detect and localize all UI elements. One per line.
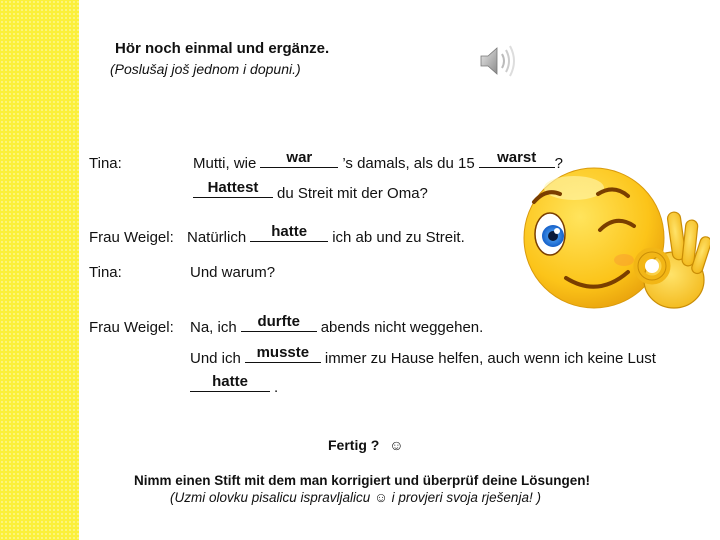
answer-word: warst xyxy=(497,149,537,166)
speaker-label: Tina: xyxy=(89,155,122,172)
answer-word: war xyxy=(286,149,313,166)
instruction-translation xyxy=(170,490,541,505)
answer-blank xyxy=(241,314,317,332)
line-text: ? xyxy=(554,155,564,172)
speaker-label: Tina: xyxy=(89,264,122,281)
answer-word: durfte xyxy=(257,313,300,330)
dialogue-line-1 xyxy=(89,150,563,172)
instruction-text: Nimm einen Stift mit dem man korrigiert und überprüf deine Lösungen! xyxy=(134,473,591,488)
exercise-subtitle: (Poslušaj još jednom i dopuni.) xyxy=(110,61,301,77)
dialogue-line-2 xyxy=(193,180,428,202)
fertig-text: Fertig ? xyxy=(328,437,380,453)
answer-word: hatte xyxy=(271,223,308,240)
line-text: Mutti, wie xyxy=(193,155,257,172)
translation-text: i provjeri svoja rješenja! ) xyxy=(391,490,541,505)
smiley-icon: ☺ xyxy=(389,437,404,453)
answer-word: Hattest xyxy=(207,179,259,196)
line-text: ’s damals, als du 15 xyxy=(342,155,475,172)
speaker-icon[interactable] xyxy=(478,43,518,79)
smiley-icon: ☺ xyxy=(374,490,388,505)
exercise-title: Hör noch einmal und ergänze. xyxy=(115,40,330,57)
answer-blank xyxy=(190,374,270,392)
winking-ok-hand-emoji xyxy=(516,160,710,314)
line-text: abends nicht weggehen. xyxy=(320,319,484,336)
answer-blank xyxy=(193,180,273,198)
speaker-label: Frau Weigel: xyxy=(89,229,174,246)
answer-word: hatte xyxy=(212,373,248,390)
yellow-side-stripe xyxy=(0,0,79,540)
line-text: Natürlich xyxy=(187,229,247,246)
answer-word: musste xyxy=(256,344,310,361)
translation-text: (Uzmi olovku pisalicu ispravljalicu xyxy=(170,490,371,505)
line-text: Und warum? xyxy=(190,264,276,281)
fertig-prompt xyxy=(328,437,404,453)
line-text: du Streit mit der Oma? xyxy=(277,185,428,202)
dialogue-line-7 xyxy=(190,374,278,396)
answer-blank xyxy=(250,224,328,242)
dialogue-line-6 xyxy=(190,345,656,367)
line-text: immer zu Hause helfen, auch wenn ich keine Lust xyxy=(324,350,656,367)
line-text: Na, ich xyxy=(190,319,237,336)
answer-blank xyxy=(260,150,338,168)
line-text: . xyxy=(274,379,279,396)
dialogue-line-3 xyxy=(89,224,465,246)
dialogue-line-4 xyxy=(89,264,275,281)
line-text: ich ab und zu Streit. xyxy=(332,229,465,246)
answer-blank xyxy=(245,345,321,363)
speaker-label: Frau Weigel: xyxy=(89,319,174,336)
line-text: Und ich xyxy=(190,350,241,367)
dialogue-line-5 xyxy=(89,314,483,336)
